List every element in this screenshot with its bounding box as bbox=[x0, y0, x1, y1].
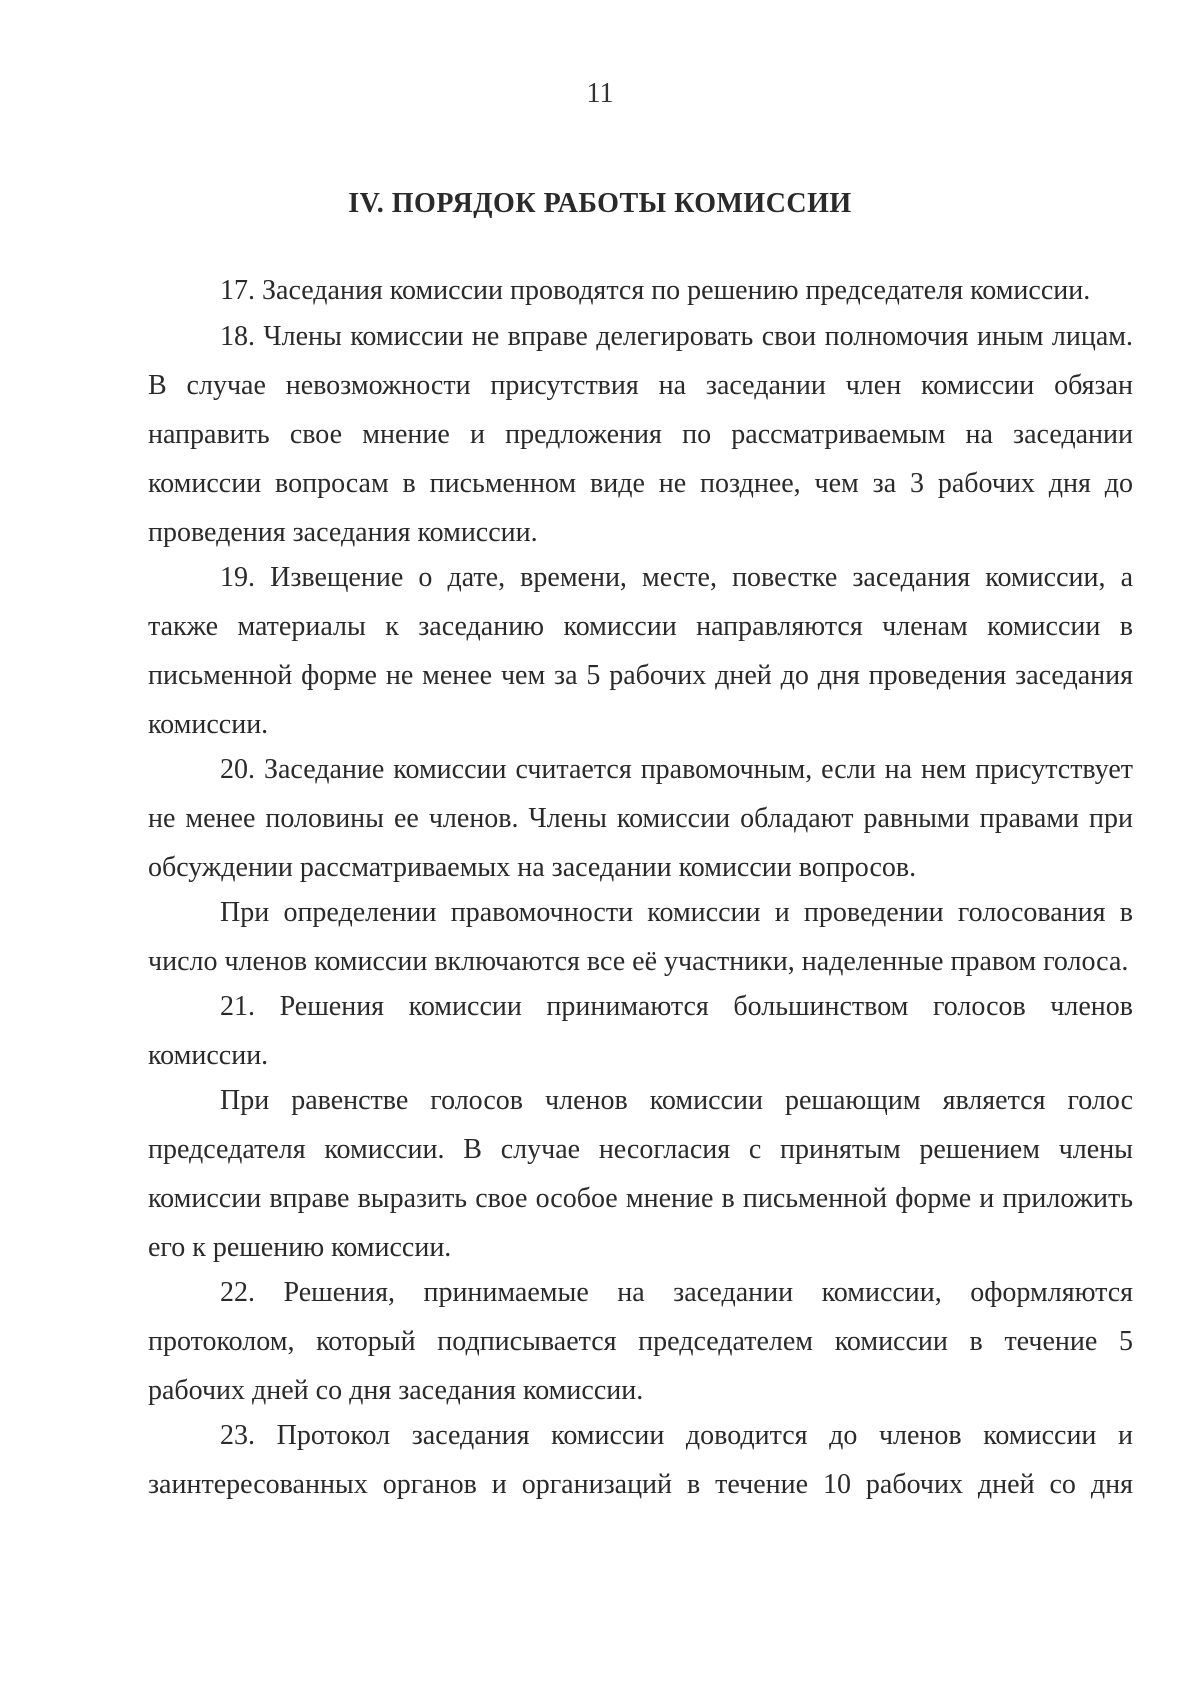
paragraph-20-voting: При определении правомочности комиссии и проведении голосования в число членов комиссии включаются все её участники, наделенные правом голоса. bbox=[148, 897, 1133, 977]
paragraph-20: 20. Заседание комиссии считается правомочным, если на нем присутствует не менее половины ее членов. Члены комиссии обладают равными правами при обсуждении рассматриваемых на заседании комиссии вопросов. bbox=[148, 754, 1133, 883]
page-number: 11 bbox=[586, 78, 614, 109]
paragraph-19: 19. Извещение о дате, времени, месте, повестке заседания комиссии, а также материалы к заседанию комиссии направляются членам комиссии в письменной форме не менее чем за 5 рабочих дней до дня проведения заседания комиссии. bbox=[148, 562, 1133, 740]
paragraph-17: 17. Заседания комиссии проводятся по решению председателя комиссии. bbox=[220, 275, 1091, 306]
document-body bbox=[148, 266, 1133, 1509]
paragraph-23: 23. Протокол заседания комиссии доводится до членов комиссии и заинтересованных органов и организаций в течение 10 рабочих дней со дня bbox=[148, 1420, 1133, 1500]
paragraph-18: 18. Члены комиссии не вправе делегировать свои полномочия иным лицам. В случае невозможности присутствия на заседании член комиссии обязан направить свое мнение и предложения по рассматриваемым на заседании комиссии вопросам в письменном виде не позднее, чем за 3 рабочих дня до проведения заседания комиссии. bbox=[148, 321, 1133, 548]
paragraph-21: 21. Решения комиссии принимаются большинством голосов членов комиссии. bbox=[148, 991, 1133, 1071]
section-title: IV. ПОРЯДОК РАБОТЫ КОМИССИИ bbox=[348, 188, 852, 219]
paragraph-21-equal-votes: При равенстве голосов членов комиссии решающим является голос председателя комиссии. В случае несогласия с принятым решением члены комиссии вправе выразить свое особое мнение в письменной форме и приложить его к решению комиссии. bbox=[148, 1085, 1133, 1263]
paragraph-22: 22. Решения, принимаемые на заседании комиссии, оформляются протоколом, который подписывается председателем комиссии в течение 5 рабочих дней со дня заседания комиссии. bbox=[148, 1277, 1133, 1406]
